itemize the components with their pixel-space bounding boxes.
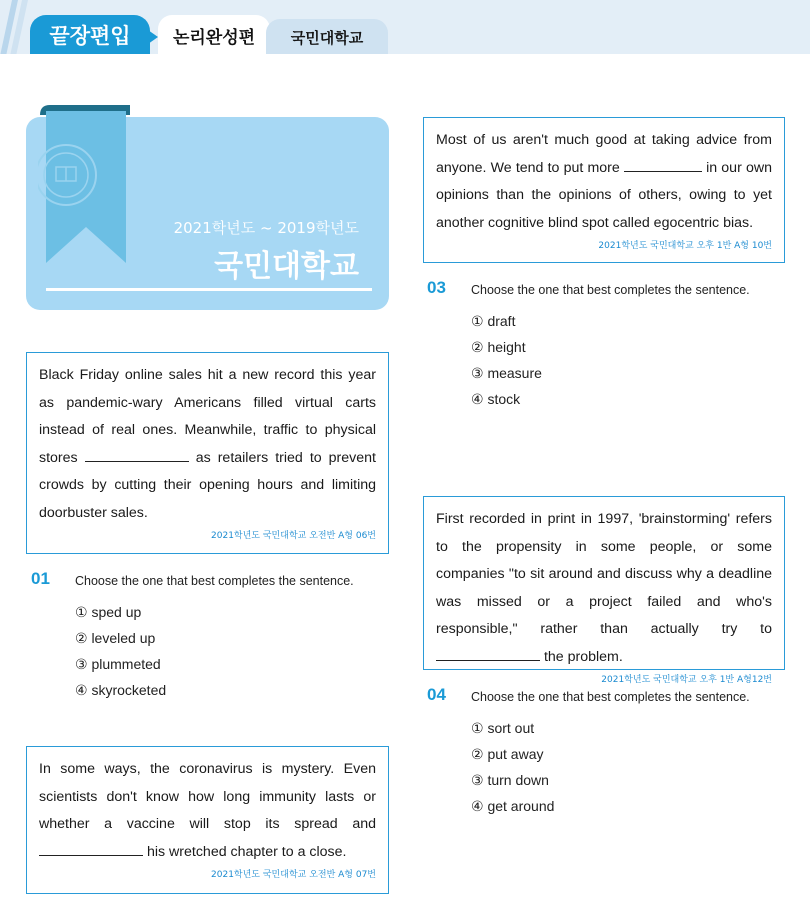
series-tab: 논리완성편 (158, 15, 270, 56)
answer-option[interactable]: ② leveled up (75, 630, 156, 646)
answer-options (471, 308, 542, 412)
passage-01 (26, 352, 389, 554)
title-school: 국민대학교 (214, 249, 359, 284)
passage-04 (423, 496, 785, 685)
answer-options (471, 715, 554, 819)
answer-option[interactable]: ③ plummeted (75, 656, 161, 672)
school-tab: 국민대학교 (266, 19, 388, 56)
answer-blank (624, 159, 702, 172)
answer-option[interactable]: ③ turn down (471, 772, 549, 788)
passage-text (39, 756, 376, 866)
passage-text-before: Black Friday online sales hit a new record this year as pandemic-wary Americans filled virtual carts instead of real ones. Meanwhile, traffic to physical stores (39, 367, 376, 466)
title-years: 2021학년도 ~ 2019학년도 (173, 219, 359, 237)
answer-option[interactable]: ② put away (471, 746, 544, 762)
passage-source: 2021학년도 국민대학교 오전반 A형 07번 (211, 870, 376, 880)
question-03 (427, 278, 787, 408)
answer-blank (436, 648, 540, 661)
passage-source: 2021학년도 국민대학교 오후 1반 A형 10번 (598, 241, 772, 251)
brand-tab: 끝장편입 (30, 15, 150, 55)
passage-03 (423, 117, 785, 263)
answer-blank (85, 449, 189, 462)
question-04 (427, 685, 787, 815)
passage-text-before: First recorded in print in 1997, 'brainstorming' refers to the propensity in some people, or some companies "to sit around and discuss why a deadline was missed or a project failed and who's responsible," rather than actually try to (436, 511, 772, 637)
answer-blank (39, 843, 143, 856)
title-divider (46, 288, 372, 291)
question-prompt: Choose the one that best completes the sentence. (471, 690, 750, 704)
question-number: 03 (427, 278, 446, 297)
header-divider (0, 54, 810, 56)
passage-text (436, 127, 772, 237)
header-stripes-decoration (0, 0, 30, 56)
answer-option[interactable]: ① draft (471, 313, 516, 329)
answer-option[interactable]: ① sort out (471, 720, 535, 736)
passage-text (39, 362, 376, 527)
question-prompt: Choose the one that best completes the sentence. (75, 574, 354, 588)
passage-02 (26, 746, 389, 894)
question-number: 01 (31, 569, 50, 588)
passage-text-before: In some ways, the coronavirus is mystery. Even scientists don't know how long immunity lasts or whether a vaccine will stop its spread and (39, 761, 376, 832)
passage-source: 2021학년도 국민대학교 오후 1반 A형12번 (601, 675, 772, 685)
chevron-right-icon (148, 30, 158, 44)
passage-text (436, 506, 772, 671)
answer-option[interactable]: ④ get around (471, 798, 555, 814)
answer-option[interactable]: ② height (471, 339, 526, 355)
passage-text-after: his wretched chapter to a close. (146, 843, 347, 860)
answer-option[interactable]: ① sped up (75, 604, 142, 620)
question-01 (31, 569, 391, 699)
page-header (0, 0, 810, 56)
answer-options (75, 599, 166, 703)
question-prompt: Choose the one that best completes the sentence. (471, 283, 750, 297)
passage-text-after: as retailers tried to prevent crowds by cutting their opening hours and limiting doorbuster sales. (39, 449, 376, 521)
answer-option[interactable]: ④ skyrocketed (75, 682, 167, 698)
passage-text-after: the problem. (543, 648, 623, 665)
answer-option[interactable]: ④ stock (471, 391, 521, 407)
question-number: 04 (427, 685, 446, 704)
answer-option[interactable]: ③ measure (471, 365, 542, 381)
bookmark-ribbon-icon (38, 103, 134, 263)
passage-text-before: Most of us aren't much good at taking advice from anyone. We tend to put more (436, 132, 772, 176)
passage-text-after: in our own opinions than the opinions of others, owing to yet another cognitive blind spot called egocentric bias. (436, 159, 772, 231)
passage-source: 2021학년도 국민대학교 오전반 A형 06번 (211, 531, 376, 541)
